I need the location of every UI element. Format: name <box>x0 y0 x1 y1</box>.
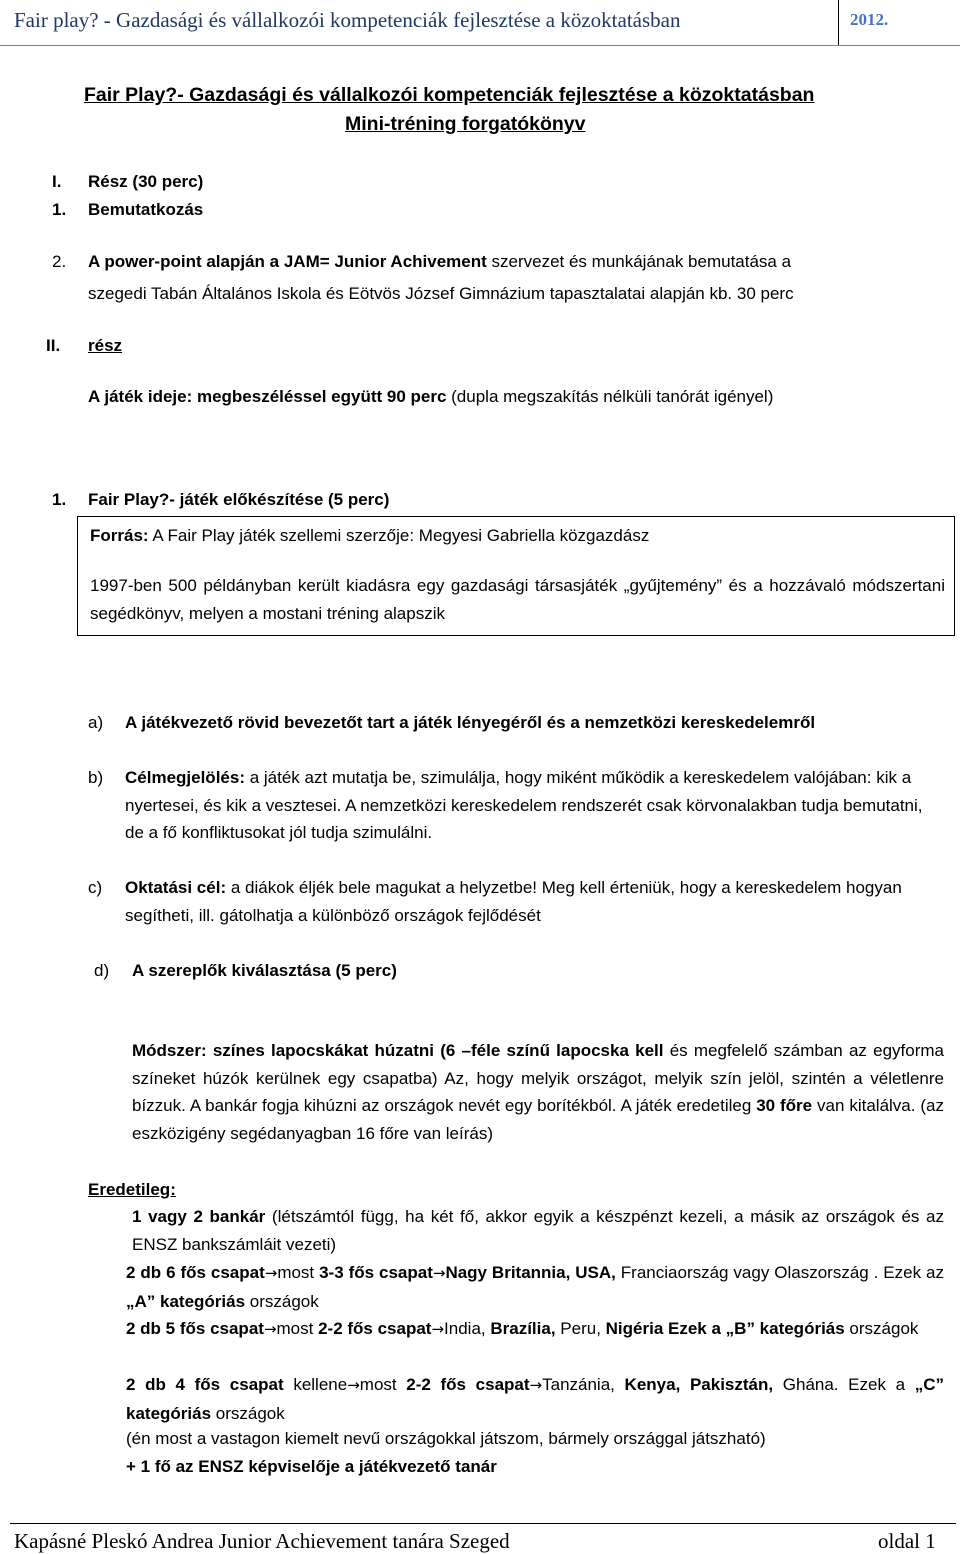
original-label: Eredetileg: <box>88 1180 176 1199</box>
row-a-countries-bold: Nagy Britannia, USA, <box>445 1263 616 1282</box>
row-b-category: Nigéria Ezek a „B” kategóriás <box>605 1319 845 1338</box>
row-c-category: „C” kategóriás <box>126 1375 945 1423</box>
row-c-tail: országok <box>211 1403 285 1423</box>
source-rest: A Fair Play játék szellemi szerzője: Megyesi Gabriella közgazdász <box>148 526 650 545</box>
row-b-new-teams: 2-2 fős csapat <box>318 1319 432 1338</box>
method-rest: és megfelelő számban az egyforma színeket húzók kerülnek egy csapatba) Az, hogy melyik országot, melyik szín jelöl, szintén a véletlenre bízzuk. A bankár fogja kihúzni az országok nevét egy borítékból. A játék eredetileg <box>132 1041 944 1115</box>
method-rest2: van kitalálva. (az eszközigény segédanyagban 16 főre van leírás) <box>132 1096 945 1143</box>
arrow-icon: → <box>431 1320 445 1338</box>
row-a-teams: 2 db 6 fős csapat <box>126 1263 265 1282</box>
row-c-new-teams: 2-2 fős csapat <box>406 1375 530 1394</box>
arrow-icon: → <box>264 1264 278 1282</box>
header-title: Fair play? - Gazdasági és vállalkozói kompetenciák fejlesztése a közoktatásban <box>14 8 681 32</box>
item-b-text <box>125 764 935 847</box>
method-paragraph <box>132 1037 944 1147</box>
part2-number: II. <box>46 336 61 355</box>
item-c-bold: Oktatási cél: <box>125 878 227 897</box>
team-row-c <box>126 1371 944 1427</box>
item1-number: 1. <box>52 200 67 219</box>
section1-label: Fair Play?- játék előkészítése (5 perc) <box>88 490 390 509</box>
row-a-new-teams: 3-3 fős csapat <box>319 1263 433 1282</box>
item-d-text: A szereplők kiválasztása (5 perc) <box>132 961 397 980</box>
item-c-rest: a diákok éljék bele magukat a helyzetbe! Meg kell érteniük, hogy a kereskedelem hogyan segítheti, ill. gátolhatja a különböző országok fejlődését <box>125 878 902 925</box>
header-year: 2012. <box>850 10 889 29</box>
source-paragraph: 1997-ben 500 példányban került kiadásra egy gazdasági társasjáték „gyűjtemény” és a hozzávaló módszertani segédkönyv, melyen a mostani tréning alapszik <box>90 576 945 623</box>
row-b-teams: 2 db 5 fős csapat <box>126 1319 264 1338</box>
document-title: Fair Play?- Gazdasági és vállalkozói kompetenciák fejlesztése a közoktatásban <box>84 84 815 106</box>
row-a-category: „A” kategóriás <box>126 1291 246 1311</box>
item2-line2: szegedi Tabán Általános Iskola és Eötvös József Gimnázium tapasztalatai alapján kb. 30 perc <box>88 284 794 303</box>
team-row-a <box>126 1259 944 1315</box>
row-b-india: India, <box>444 1319 491 1338</box>
header-divider <box>838 0 839 46</box>
banker-bold: 1 vagy 2 bankár <box>132 1207 266 1226</box>
duration-bold: A játék ideje: megbeszéléssel együtt 90 perc <box>88 387 447 406</box>
row-b-tail: országok <box>844 1319 919 1338</box>
duration-rest: (dupla megszakítás nélküli tanórát igényel) <box>446 387 774 406</box>
arrow-icon: → <box>263 1320 277 1338</box>
note-line: (én most a vastagon kiemelt nevű országokkal játszom, bármely országgal játszható) <box>126 1429 766 1448</box>
item-d-number: d) <box>94 961 110 980</box>
row-c-should: kellene <box>283 1375 348 1394</box>
banker-rest: (létszámtól függ, ha két fő, akkor egyik a készpénzt kezeli, a másik az országok és az ENSZ bankszámláit vezeti) <box>132 1207 944 1254</box>
document-subtitle: Mini-tréning forgatókönyv <box>345 113 586 135</box>
row-c-teams: 2 db 4 fős csapat <box>126 1375 284 1394</box>
section1-number: 1. <box>52 490 67 509</box>
source-box <box>77 516 955 636</box>
item-c-number: c) <box>88 878 103 897</box>
item2-rest: szervezet és munkájának bemutatása a <box>486 252 792 271</box>
arrow-icon: → <box>529 1376 543 1394</box>
item1-label: Bemutatkozás <box>88 200 204 219</box>
un-representative-line: + 1 fő az ENSZ képviselője a játékvezető tanár <box>126 1457 497 1476</box>
source-line <box>90 522 945 550</box>
footer-rule <box>10 1523 956 1524</box>
method-bold: Módszer: színes lapocskákat húzatni (6 –féle színű lapocska kell <box>132 1041 664 1060</box>
item-a-number: a) <box>88 713 104 732</box>
banker-paragraph <box>132 1203 944 1258</box>
row-c-tanzania: Tanzánia, <box>542 1375 625 1394</box>
page-number: oldal 1 <box>878 1529 936 1553</box>
item2-text <box>88 252 791 272</box>
team-row-b <box>126 1315 944 1344</box>
item-a-text: A játékvezető rövid bevezetőt tart a játék lényegéről és a nemzetközi kereskedelemről <box>125 713 816 732</box>
item2-bold: A power-point alapján a JAM= Junior Achivement <box>88 252 487 271</box>
row-c-ghana: Ghána. Ezek a <box>773 1375 915 1394</box>
item-b-rest: a játék azt mutatja be, szimulálja, hogy miként működik a kereskedelem valójában: kik a nyertesei, és kik a vesztesei. A nemzetközi kereskedelem rendszerét csak körvonalakban tudja bemutatni, de a fő konfliktusokat jól tudja szimulálni. <box>125 768 923 842</box>
item-c-text <box>125 874 915 929</box>
part2-label: rész <box>88 336 123 355</box>
method-bold2: 30 főre <box>756 1096 813 1115</box>
arrow-icon: → <box>432 1264 446 1282</box>
row-c-countries-bold: Kenya, Pakisztán, <box>624 1375 774 1394</box>
item2-number: 2. <box>52 252 67 271</box>
item-b-number: b) <box>88 768 104 787</box>
part1-label: Rész (30 perc) <box>88 172 204 191</box>
row-a-countries: Franciaország vagy Olaszország . Ezek az <box>615 1263 944 1282</box>
row-b-peru: Peru, <box>555 1319 606 1338</box>
source-bold: Forrás: <box>90 526 149 545</box>
row-a-tail: országok <box>245 1291 319 1311</box>
header-rule <box>0 45 960 46</box>
duration-line <box>88 387 773 407</box>
footer-author: Kapásné Pleskó Andrea Junior Achievement tanára Szeged <box>14 1529 510 1553</box>
item-b-bold: Célmegjelölés: <box>125 768 245 787</box>
row-b-brazil: Brazília, <box>490 1319 556 1338</box>
row-c-now: most <box>359 1375 407 1394</box>
part1-number: I. <box>52 172 62 191</box>
row-a-now: most <box>277 1263 320 1282</box>
row-b-now: most <box>276 1319 319 1338</box>
arrow-icon: → <box>347 1376 360 1394</box>
